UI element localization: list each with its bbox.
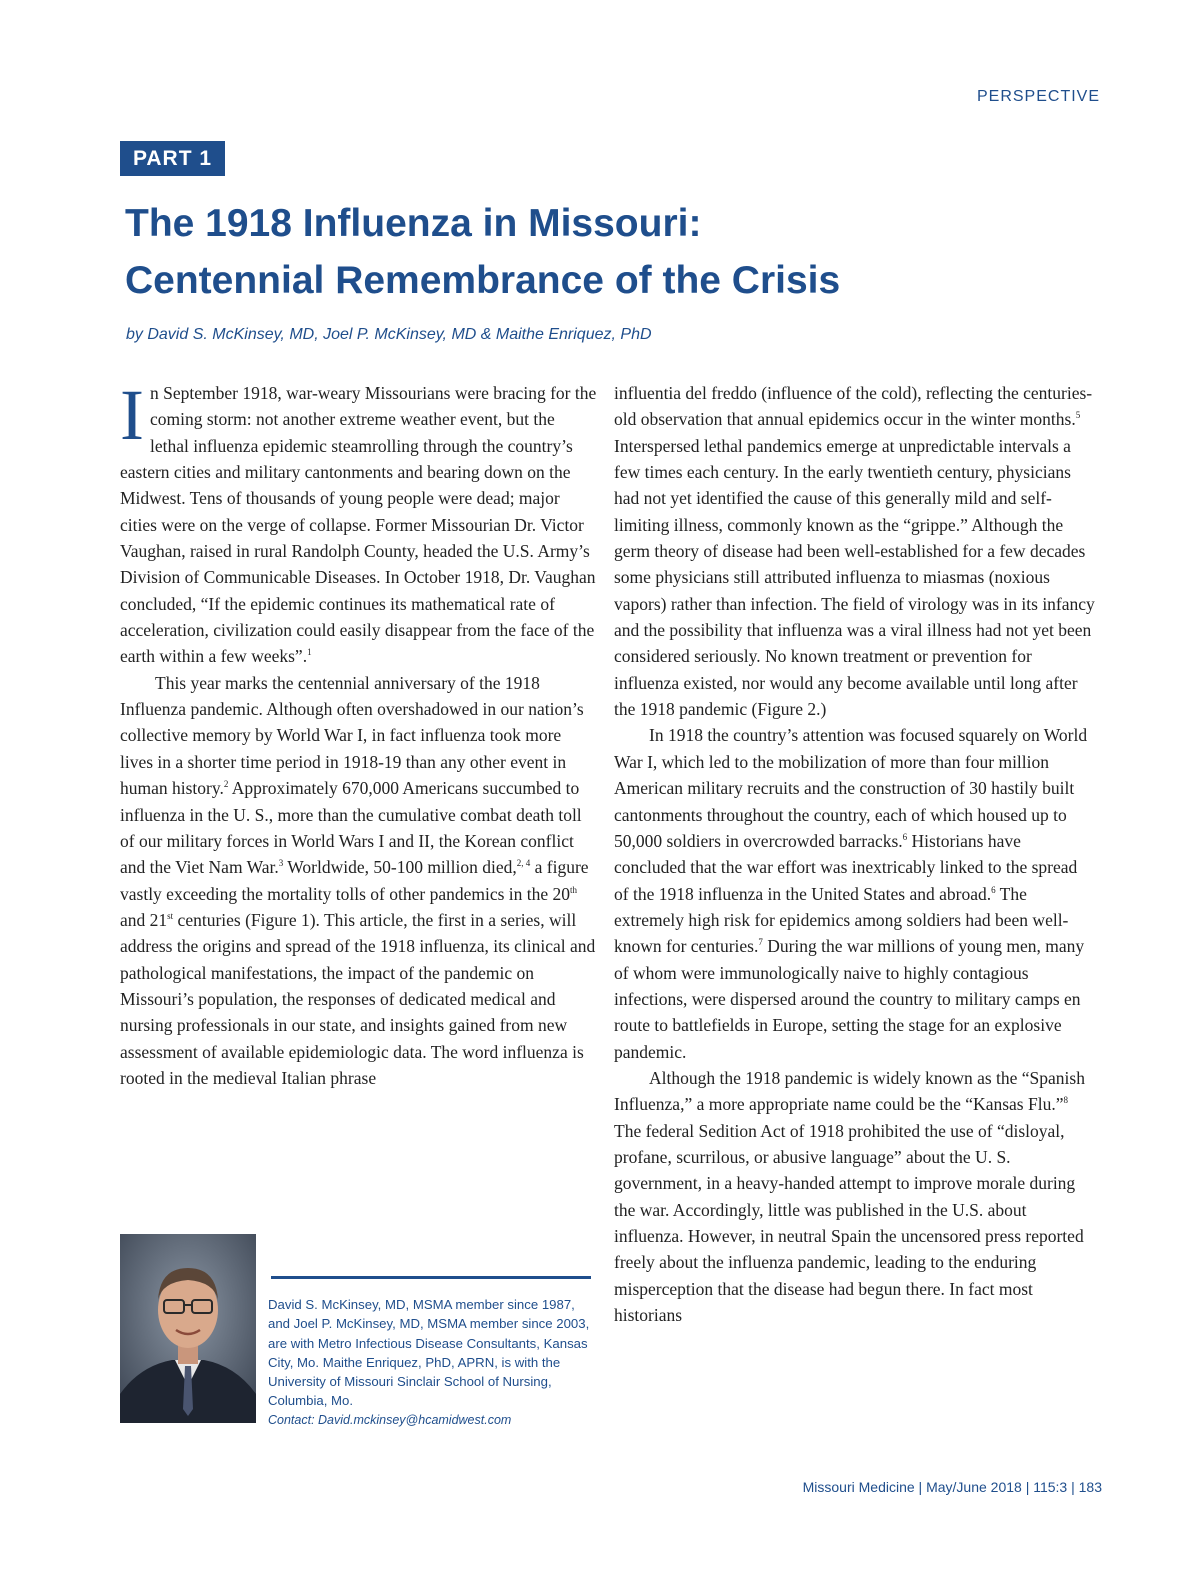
text-run: Although the 1918 pandemic is widely known as the “Spanish Influenza,” a more appropriate name could be the “Kansas Flu.”: [614, 1067, 1085, 1115]
drop-cap: I: [120, 375, 144, 455]
text-run: The federal Sedition Act of 1918 prohibited the use of “disloyal, profane, scurrilous, or abusive language” about the U. S. government, in a heavy-handed attempt to improve morale during the war. Accordingly, little was published in the U.S. about influenza. However, in neutral Spain the uncensored press reported freely about the influenza pandemic, leading to the enduring misperception that the disease had begun there. In fact most historians: [614, 1120, 1084, 1326]
text-run: Interspersed lethal pandemics emerge at unpredictable intervals a few times each century. In the early twentieth century, physicians had not yet identified the cause of this generally mild and self-limiting illness, commonly known as the “grippe.” Although the germ theory of disease had been well-established for a few decades some physicians still attributed influenza to miasmas (noxious vapors) rather than infection. The field of virology was in its infancy and the possibility that influenza was a viral illness had not yet been considered seriously. No known treatment or prevention for influenza existed, nor would any become available until long after the 1918 pandemic (Figure 2.): [614, 435, 1095, 720]
citation: 2: [223, 779, 229, 790]
citation: 6: [902, 831, 908, 842]
paragraph: [614, 1065, 1096, 1328]
text-run: The extremely high risk for epidemics among soldiers had been well-known for centuries.: [614, 883, 1069, 957]
part-badge: PART 1: [120, 141, 225, 176]
text-run: Worldwide, 50-100 million died,: [283, 857, 517, 878]
text-run: In 1918 the country’s attention was focused squarely on World War I, which led to the mobilization of more than four million American military recruits and the construction of 30 hastily built cantonments throughout the country, each of which housed up to 50,000 soldiers in overcrowded barracks.: [614, 725, 1088, 851]
text-run: n September 1918, war-weary Missourians were bracing for the coming storm: not another extreme weather event, but the lethal influenza epidemic steamrolling through the country’s eastern cities and military cantonments and bearing down on the Midwest. Tens of thousands of young people were dead; major cities were on the verge of collapse. Former Missourian Dr. Victor Vaughan, raised in rural Randolph County, headed the U.S. Army’s Division of Communicable Diseases. In October 1918, Dr. Vaughan concluded, “If the epidemic continues its mathematical rate of acceleration, civilization could easily disappear from the face of the earth within a few weeks”.: [120, 383, 597, 667]
text-run: During the war millions of young men, many of whom were immunologically naive to highly contagious infections, were dispersed around the country to military camps en route to battlefields in Europe, setting the stage for an explosive pandemic.: [614, 936, 1085, 1062]
title-line-2: Centennial Remembrance of the Crisis: [125, 259, 841, 302]
text-run: influentia del freddo (influence of the cold), reflecting the centuries-old observation that annual epidemics occur in the winter months.: [614, 383, 1093, 430]
ordinal: st: [167, 910, 174, 921]
paragraph: [614, 380, 1096, 722]
paragraph: [120, 375, 598, 670]
right-column: [614, 380, 1096, 1328]
citation: 2, 4: [516, 858, 531, 869]
text-run: and 21: [120, 909, 168, 930]
title-line-1: The 1918 Influenza in Missouri:: [125, 202, 702, 245]
article-title: [125, 195, 1085, 309]
left-column: [120, 375, 598, 1091]
byline: by David S. McKinsey, MD, Joel P. McKinsey, MD & Maithe Enriquez, PhD: [126, 326, 652, 343]
text-run: a figure vastly exceeding the mortality tolls of other pandemics in the 20: [120, 857, 589, 904]
bio-text: David S. McKinsey, MD, MSMA member since 1987, and Joel P. McKinsey, MD, MSMA member since 2003, are with Metro Infectious Disease Consultants, Kansas City, Mo. Maithe Enriquez, PhD, APRN, is with the University of Missouri Sinclair School of Nursing, Columbia, Mo.: [268, 1297, 590, 1409]
text-run: Approximately 670,000 Americans succumbed to influenza in the U. S., more than the cumulative combat death toll of our military forces in World Wars I and II, the Korean conflict and the Viet Nam War.: [120, 778, 582, 878]
citation: 5: [1075, 410, 1081, 421]
citation: 6: [991, 884, 996, 895]
text-run: This year marks the centennial anniversary of the 1918 Influenza pandemic. Although often overshadowed in our nation’s collective memory by World War I, in fact influenza took more lives in a shorter time period in 1918-19 than any other event in human history.: [120, 672, 584, 799]
page-footer: Missouri Medicine | May/June 2018 | 115:3 | 183: [802, 1479, 1102, 1495]
bio-divider: [271, 1276, 591, 1279]
paragraph: [120, 670, 598, 1092]
paragraph: [614, 722, 1096, 1064]
section-label: PERSPECTIVE: [976, 88, 1100, 105]
ordinal: th: [570, 884, 578, 895]
author-photo: [120, 1234, 256, 1423]
contact-email[interactable]: Contact: David.mckinsey@hcamidwest.com: [268, 1412, 512, 1427]
citation: 7: [758, 937, 763, 948]
text-run: Historians have concluded that the war effort was inextricably linked to the spread of the 1918 influenza in the United States and abroad.: [614, 830, 1078, 904]
author-portrait-icon: [120, 1234, 256, 1423]
citation: 1: [307, 647, 312, 658]
citation: 8: [1063, 1095, 1068, 1106]
author-bio: [268, 1295, 598, 1430]
text-run: centuries (Figure 1). This article, the first in a series, will address the origins and spread of the 1918 influenza, its clinical and pathological manifestations, the impact of the pandemic on Missouri’s population, the responses of dedicated medical and nursing professionals in our state, and insights gained from new assessment of available epidemiologic data. The word influenza is rooted in the medieval Italian phrase: [120, 909, 596, 1088]
citation: 3: [278, 858, 284, 869]
